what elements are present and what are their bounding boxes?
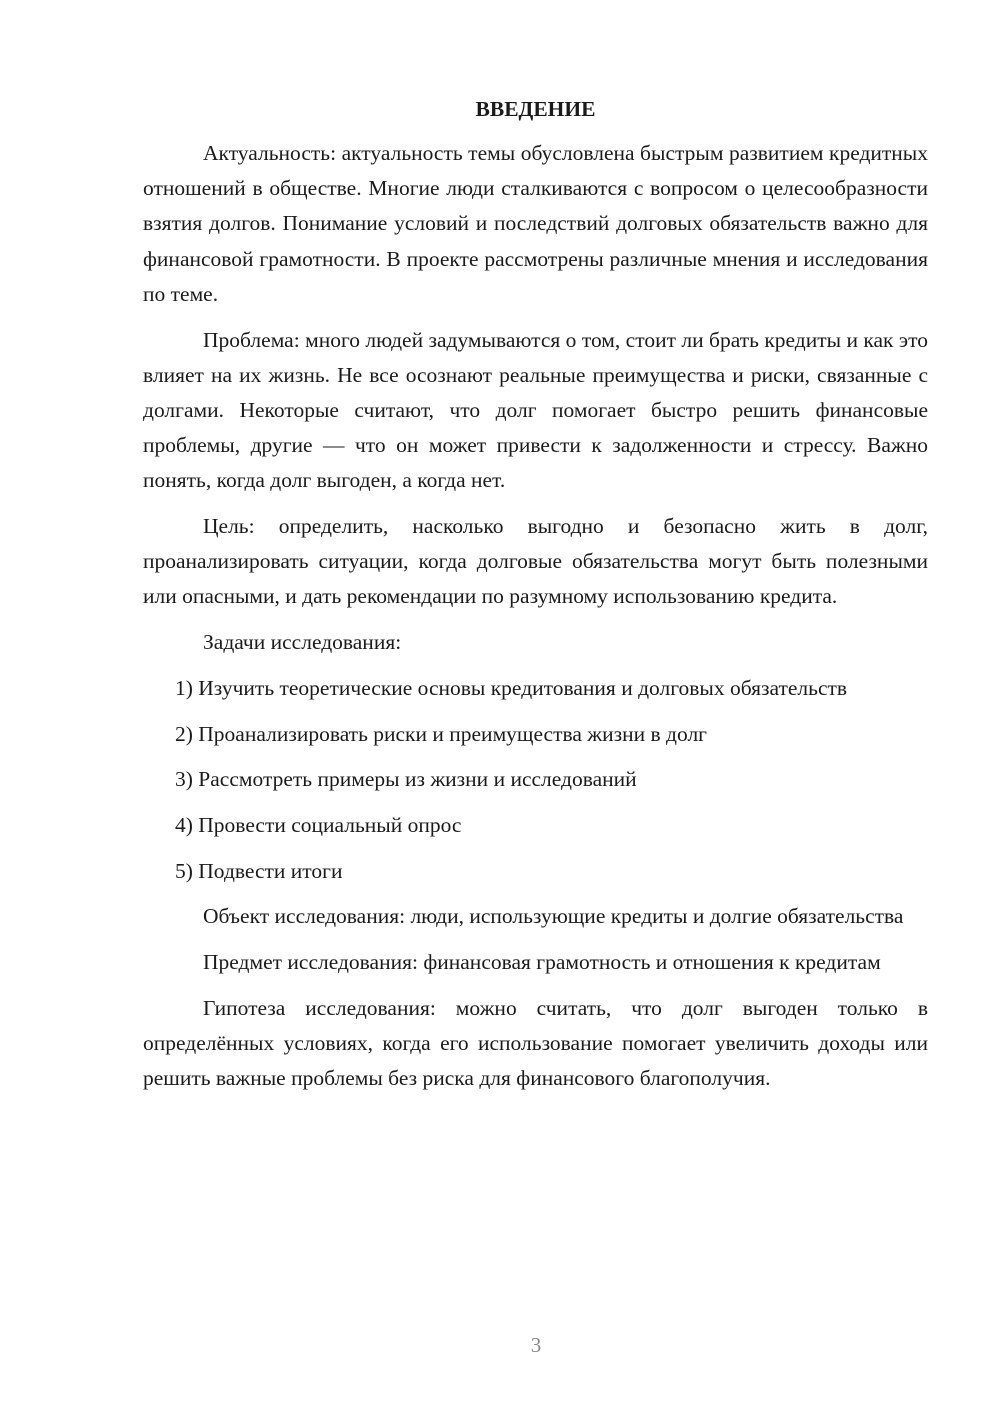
task-item-1: 1) Изучить теоретические основы кредитования и долговых обязательств [175,675,848,700]
section-heading: ВВЕДЕНИЕ [475,97,596,121]
goal-paragraph: Цель: определить, насколько выгодно и безопасно жить в долг, проанализировать ситуации, когда долговые обязательства могут быть полезными или опасными, и дать рекомендации по разумному использованию кредита. [143,514,928,609]
task-item-5: 5) Подвести итоги [175,858,343,883]
object-paragraph: Объект исследования: люди, использующие кредиты и долгие обязательства [203,904,904,929]
page-number: 3 [530,1333,542,1357]
task-item-4: 4) Провести социальный опрос [175,812,462,837]
subject-paragraph: Предмет исследования: финансовая грамотность и отношения к кредитам [203,950,881,975]
task-item-3: 3) Рассмотреть примеры из жизни и исследований [175,767,637,792]
hypothesis-paragraph: Гипотеза исследования: можно считать, что долг выгоден только в определённых условиях, когда его использование помогает увеличить доходы или решить важные проблемы без риска для финансового благополучия. [143,995,928,1091]
problem-paragraph: Проблема: много людей задумываются о том, стоит ли брать кредиты и как это влияет на их жизнь. Не все осознают реальные преимущества и риски, связанные с долгами. Некоторые считают, что долг помогает быстро решить финансовые проблемы, другие — что он может привести к задолженности и стрессу. Важно понять, когда долг выгоден, а когда нет. [143,327,928,493]
task-item-2: 2) Проанализировать риски и преимущества жизни в долг [175,721,707,746]
tasks-title: Задачи исследования: [203,630,402,655]
page-content [143,92,928,1107]
relevance-paragraph: Актуальность: актуальность темы обусловлена быстрым развитием кредитных отношений в обществе. Многие люди сталкиваются с вопросом о целесообразности взятия долгов. Понимание условий и последствий долговых обязательств важно для финансовой грамотности. В проекте рассмотрены различные мнения и исследования по теме. [143,141,928,306]
